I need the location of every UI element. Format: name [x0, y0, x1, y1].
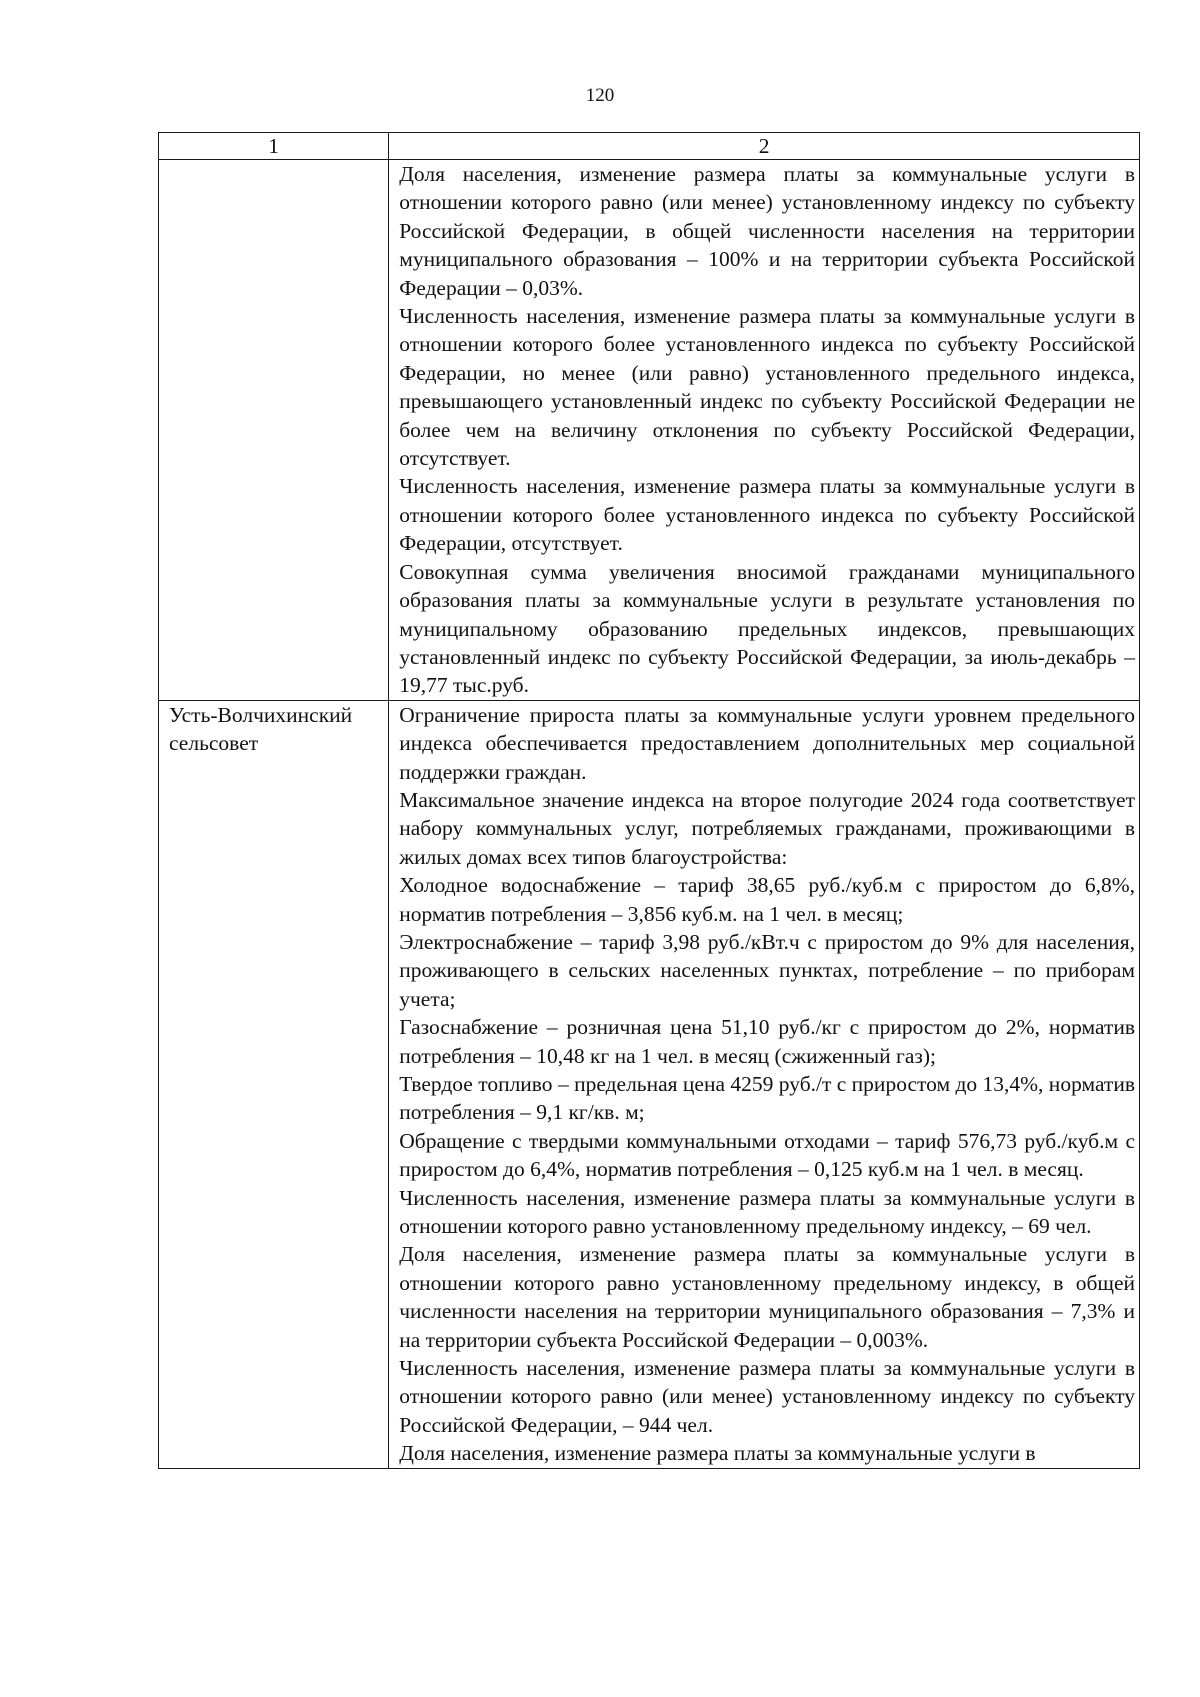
description-cell [389, 700, 1140, 1467]
column-header-2: 2 [389, 133, 1140, 160]
paragraph: Холодное водоснабжение – тариф 38,65 руб./куб.м с приростом до 6,8%, норматив потребления – 3,856 куб.м. на 1 чел. в месяц; [399, 873, 1135, 926]
paragraph: Доля населения, изменение размера платы за коммунальные услуги в отношении которого равно (или менее) установленному индексу по субъекту Российской Федерации, в общей численности населения на территории муниципального образования – 100% и на территории субъекта Российской Федерации – 0,03%. [399, 162, 1135, 300]
table-header-row [159, 133, 1140, 160]
page-number: 120 [585, 85, 615, 106]
paragraph: Максимальное значение индекса на второе полугодие 2024 года соответствует набору коммунальных услуг, потребляемых гражданами, проживающими в жилых домах всех типов благоустройства: [399, 787, 1135, 869]
table-bottom-border [158, 1468, 1140, 1469]
paragraph: Доля населения, изменение размера платы за коммунальные услуги в [399, 1441, 1036, 1466]
paragraph: Совокупная сумма увеличения вносимой гражданами муниципального образования платы за коммунальные услуги в результате установления по муниципальному образованию предельных индексов, превышающих установленный индекс по субъекту Российской Федерации, за июль-декабрь – 19,77 тыс.руб. [399, 559, 1135, 698]
paragraph: Обращение с твердыми коммунальными отходами – тариф 576,73 руб./куб.м с приростом до 6,4%, норматив потребления – 0,125 куб.м на 1 чел. в месяц. [399, 1128, 1135, 1182]
description-cell [389, 160, 1140, 701]
document-table [158, 132, 1140, 1468]
paragraph: Численность населения, изменение размера платы за коммунальные услуги в отношении которого равно установленному предельному индексу, – 69 чел. [399, 1185, 1135, 1239]
column-header-1: 1 [159, 133, 389, 160]
paragraph: Численность населения, изменение размера платы за коммунальные услуги в отношении которого более установленного индекса по субъекту Российской Федерации, отсутствует. [399, 474, 1135, 556]
table-row [159, 160, 1140, 701]
municipality-name-cell: Усть-Волчихинский сельсовет [159, 700, 389, 1467]
paragraph: Газоснабжение – розничная цена 51,10 руб./кг с приростом до 2%, норматив потребления – 10,48 кг на 1 чел. в месяц (сжиженный газ); [399, 1015, 1135, 1068]
paragraph: Электроснабжение – тариф 3,98 руб./кВт.ч с приростом до 9% для населения, проживающего в сельских населенных пунктах, потребление – по приборам учета; [399, 929, 1135, 1011]
paragraph: Твердое топливо – предельная цена 4259 руб./т с приростом до 13,4%, норматив потребления – 9,1 кг/кв. м; [399, 1072, 1135, 1125]
paragraph: Ограничение прироста платы за коммунальные услуги уровнем предельного индекса обеспечивается предоставлением дополнительных мер социальной поддержки граждан. [399, 702, 1135, 784]
municipality-name-cell [159, 160, 389, 701]
paragraph: Численность населения, изменение размера платы за коммунальные услуги в отношении которого более установленного индекса по субъекту Российской Федерации, но менее (или равно) установленного предельного индекса, превышающего установленный индекс по субъекту Российской Федерации не более чем на величину отклонения по субъекту Российской Федерации, отсутствует. [399, 304, 1135, 471]
paragraph: Численность населения, изменение размера платы за коммунальные услуги в отношении которого равно (или менее) установленному индексу по субъекту Российской Федерации, – 944 чел. [399, 1356, 1135, 1437]
paragraph: Доля населения, изменение размера платы за коммунальные услуги в отношении которого равно установленному предельному индексу, в общей численности населения на территории муниципального образования – 7,3% и на территории субъекта Российской Федерации – 0,003%. [399, 1242, 1135, 1352]
table-row [159, 700, 1140, 1467]
